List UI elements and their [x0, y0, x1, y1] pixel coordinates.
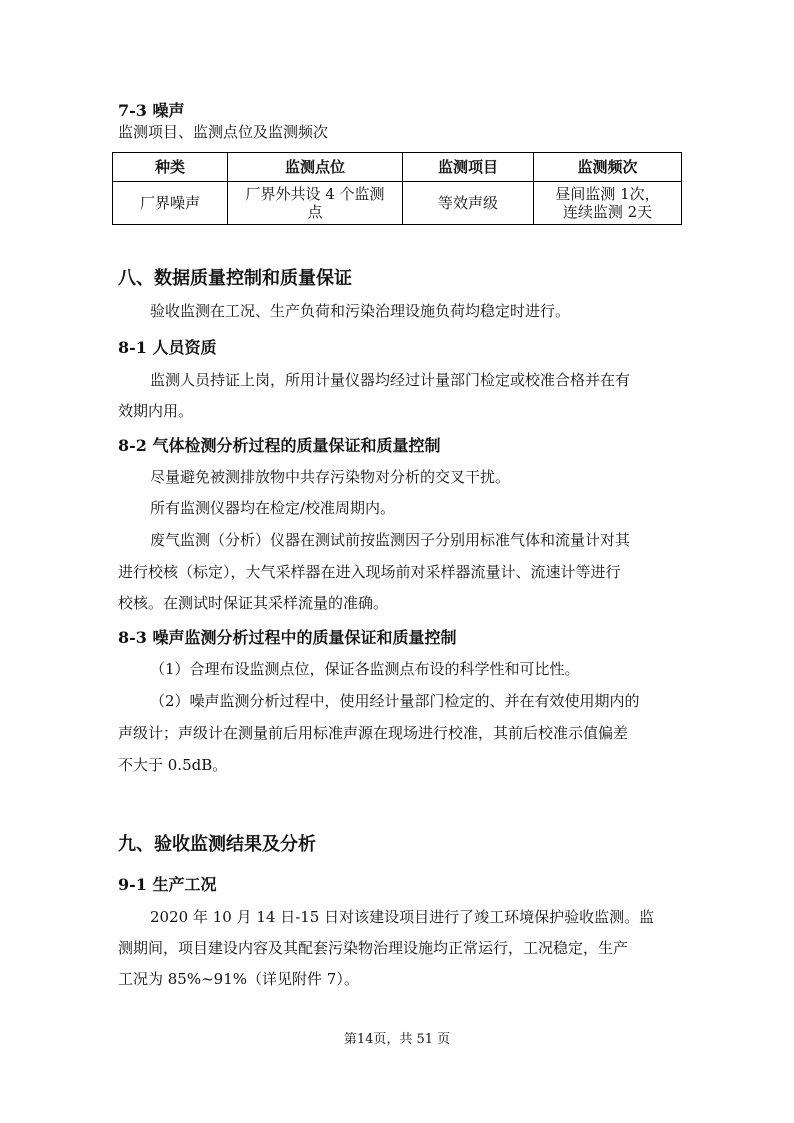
cell-points-line2: 点 [307, 203, 323, 221]
section-9-1-heading: 9-1 生产工况 [118, 875, 217, 894]
section-8-2-heading: 8-2 气体检测分析过程的质量保证和质量控制 [118, 436, 441, 455]
header-points: 监测点位 [228, 153, 403, 182]
cell-frequency-line2: 连续监测 2天 [562, 203, 653, 221]
section-8-1-heading: 8-1 人员资质 [118, 338, 217, 357]
section-8-2-para3-line3: 校核。在测试时保证其采样流量的准确。 [118, 594, 389, 612]
table-caption: 监测项目、监测点位及监测频次 [118, 123, 329, 141]
section-8-1-line2: 效期内用。 [118, 402, 194, 420]
section-8-3-heading: 8-3 噪声监测分析过程中的质量保证和质量控制 [118, 628, 457, 647]
cell-points [228, 182, 403, 225]
cell-points-line1: 厂界外共设 4 个监测 [245, 185, 385, 203]
section-7-3-heading: 7-3 噪声 [118, 101, 185, 120]
cell-frequency [534, 182, 682, 225]
cell-frequency-line1: 昼间监测 1次， [555, 185, 660, 203]
section-8-3-para2-line1: （2）噪声监测分析过程中，使用经计量部门检定的、并在有效使用期内的 [150, 692, 640, 710]
section-9-1-line3: 工况为 85%~91%（详见附件 7）。 [118, 970, 359, 988]
cell-item: 等效声级 [403, 182, 534, 225]
cell-type: 厂界噪声 [113, 182, 228, 225]
section-8-3-para2-line3: 不大于 0.5dB。 [118, 756, 228, 774]
section-9-1-line1: 2020 年 10 月 14 日-15 日对该建设项目进行了竣工环境保护验收监测。监 [150, 908, 655, 926]
section-8-intro: 验收监测在工况、生产负荷和污染治理设施负荷均稳定时进行。 [150, 302, 571, 320]
section-8-heading: 八、数据质量控制和质量保证 [118, 268, 352, 289]
section-8-2-para3-line1: 废气监测（分析）仪器在测试前按监测因子分别用标准气体和流量计对其 [150, 531, 631, 549]
section-9-1-line2: 测期间，项目建设内容及其配套污染物治理设施均正常运行，工况稳定，生产 [118, 939, 629, 957]
header-type: 种类 [113, 153, 228, 182]
table-header-row [113, 153, 682, 182]
section-9-heading: 九、验收监测结果及分析 [118, 834, 316, 855]
section-8-1-line1: 监测人员持证上岗，所用计量仪器均经过计量部门检定或校准合格并在有 [150, 371, 631, 389]
section-8-3-para1: （1）合理布设监测点位，保证各监测点布设的科学性和可比性。 [150, 660, 580, 678]
table-row [113, 182, 682, 225]
page-footer: 第14页，共 51 页 [343, 1032, 451, 1047]
monitoring-table [112, 152, 682, 225]
header-item: 监测项目 [403, 153, 534, 182]
header-frequency: 监测频次 [534, 153, 682, 182]
section-8-2-para3-line2: 进行校核（标定），大气采样器在进入现场前对采样器流量计、流速计等进行 [118, 563, 621, 581]
section-8-2-para1: 尽量避免被测排放物中共存污染物对分析的交叉干扰。 [150, 468, 511, 486]
section-8-3-para2-line2: 声级计；声级计在测量前后用标准声源在现场进行校准，其前后校准示值偏差 [118, 724, 629, 742]
section-8-2-para2: 所有监测仪器均在检定/校准周期内。 [150, 499, 396, 517]
